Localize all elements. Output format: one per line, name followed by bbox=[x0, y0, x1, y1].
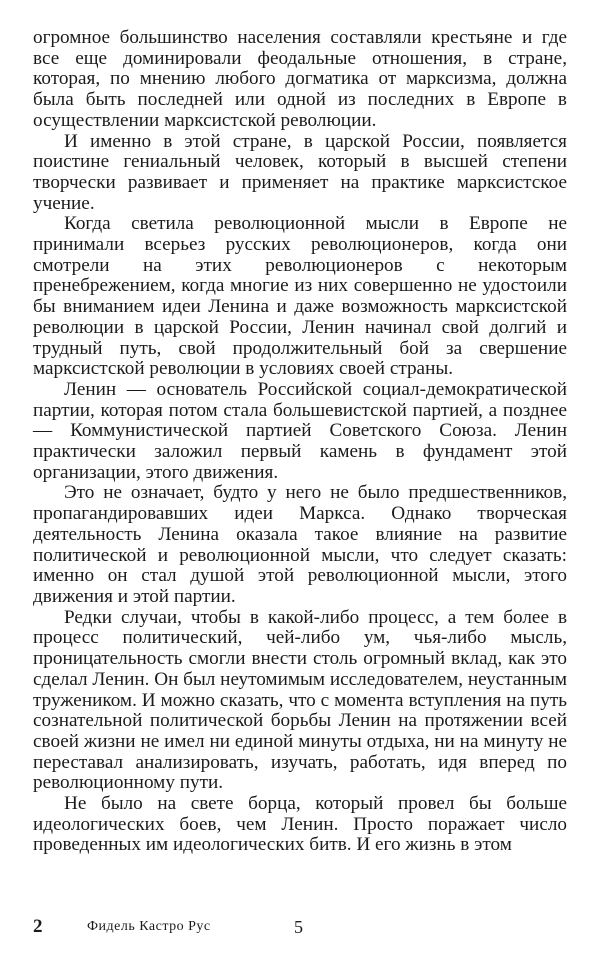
paragraph: И именно в этой стране, в царской России, появляется поистине гениальный человек, который в высшей степени творчески развивает и применяет на практике марксистское учение. bbox=[33, 130, 567, 214]
signature-number: 2 bbox=[33, 916, 43, 937]
signature-text: Фидель Кастро Рус bbox=[87, 919, 211, 934]
paragraph-continuation: огромное большинство населения составляли крестьяне и где все еще доминировали феодальные отношения, в стране, которая, по мнению любого догматика от марксизма, должна была быть последней или одной из последних в Европе в осуществлении марксистской революции. bbox=[33, 27, 567, 131]
paragraph: Когда светила революционной мысли в Европе не принимали всерьез русских революционеров, когда они смотрели на этих революционеров с некоторым пренебрежением, когда многие из них совершенно не удостоили бы вниманием идеи Ленина и даже возможность марксистской революции в царской России, Ленин начинал свой долгий и трудный путь, свой продолжительный бой за свершение марксистской революции в условиях своей страны. bbox=[33, 213, 567, 380]
page-number: 5 bbox=[294, 917, 303, 937]
paragraph: Это не означает, будто у него не было предшественников, пропагандировавших идеи Маркса. Однако творческая деятельность Ленина оказала такое влияние на развитие политической и революционной мысли, что следует сказать: именно он стал душой этой революционной мысли, этого движения и этой партии. bbox=[33, 482, 567, 607]
page-footer bbox=[33, 916, 567, 940]
paragraph: Ленин — основатель Российской социал-демократической партии, которая потом стала большевистской партией, а позднее — Коммунистической партией Советского Союза. Ленин практически заложил первый камень в фундамент этой организации, этого движения. bbox=[33, 378, 567, 483]
paragraph: Редки случаи, чтобы в какой-либо процесс, а тем более в процесс политический, чей-либо ум, чья-либо мысль, проницательность смогли внести столь огромный вклад, как это сделал Ленин. Он был неутомимым исследователем, неустанным тружеником. И можно сказать, что с момента вступления на путь сознательной политической борьбы Ленин на протяжении всей своей жизни не имел ни единой минуты отдыха, ни на минуту не переставал анализировать, изучать, работать, идя вперед по революционному пути. bbox=[33, 606, 567, 794]
page-text bbox=[33, 28, 567, 856]
paragraph: Не было на свете борца, который провел бы больше идеологических боев, чем Ленин. Просто поражает число проведенных им идеологических битв. И его жизнь в этом bbox=[33, 793, 567, 856]
